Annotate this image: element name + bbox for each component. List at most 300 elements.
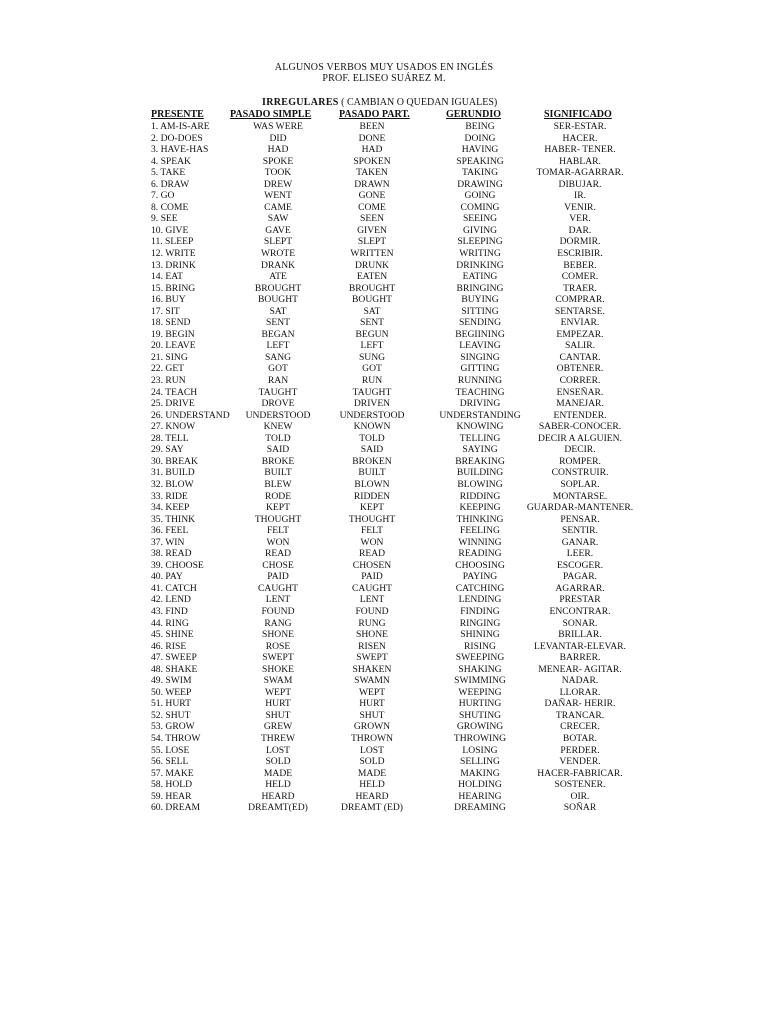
table-row: [0, 687, 768, 699]
cell-significado: SALIR.: [564, 340, 596, 352]
cell-significado: ESCOGER.: [556, 559, 604, 571]
cell-gerundio: GIVING: [462, 224, 498, 236]
cell-pasado-simple: SHOKE: [262, 663, 294, 675]
cell-significado: PRESTAR: [559, 594, 601, 606]
cell-presente: 8. COME: [151, 201, 189, 213]
cell-gerundio: BEING: [465, 121, 495, 132]
table-row: [0, 502, 768, 514]
cell-pasado-simple: GOT: [268, 363, 288, 375]
section-subtitle: [262, 97, 497, 108]
cell-pasado-participio: SHAKEN: [352, 663, 392, 675]
cell-pasado-participio: LOST: [360, 744, 384, 756]
cell-significado: GANAR.: [561, 536, 599, 548]
cell-gerundio: RISING: [464, 640, 496, 652]
cell-gerundio: HOLDING: [458, 779, 502, 791]
cell-significado: VENIR.: [564, 201, 596, 213]
cell-presente: 31. BUILD: [151, 467, 195, 479]
cell-gerundio: HAVING: [461, 144, 499, 156]
cell-presente: 19. BEGIN: [151, 328, 195, 340]
cell-gerundio: TEACHING: [455, 386, 505, 398]
cell-presente: 30. BREAK: [151, 455, 198, 467]
table-row: [0, 491, 768, 503]
cell-significado: DAR.: [568, 224, 592, 236]
cell-gerundio: LENDING: [458, 594, 502, 606]
cell-pasado-participio: LENT: [359, 594, 385, 606]
cell-pasado-participio: FOUND: [355, 605, 389, 617]
table-row: [0, 179, 768, 191]
cell-pasado-participio: SENT: [360, 317, 384, 329]
cell-significado: SOPLAR.: [560, 478, 600, 490]
table-row: [0, 583, 768, 595]
cell-pasado-participio: READ: [358, 548, 386, 560]
cell-pasado-participio: BROKEN: [352, 455, 392, 467]
cell-gerundio: CHOOSING: [455, 559, 505, 571]
cell-pasado-participio: BLOWN: [354, 478, 390, 490]
cell-gerundio: RINGING: [459, 617, 501, 629]
column-header-gerundio: GERUNDIO: [446, 109, 502, 120]
table-row: [0, 433, 768, 445]
cell-pasado-simple: SAID: [266, 444, 290, 456]
cell-pasado-simple: ROSE: [265, 640, 291, 652]
table-row: [0, 641, 768, 653]
cell-pasado-participio: RUNG: [358, 617, 386, 629]
cell-pasado-simple: LOST: [266, 744, 290, 756]
table-row: [0, 294, 768, 306]
cell-pasado-simple: BROKE: [261, 455, 295, 467]
cell-pasado-simple: SENT: [266, 317, 290, 329]
cell-pasado-participio: SPOKEN: [353, 155, 391, 167]
cell-pasado-simple: SPOKE: [262, 155, 294, 167]
cell-gerundio: HEARING: [458, 790, 502, 802]
cell-significado: HABER- TENER.: [544, 144, 616, 156]
cell-pasado-simple: SAW: [267, 213, 289, 225]
cell-presente: 52. SHUT: [151, 709, 191, 721]
cell-gerundio: SHAKING: [458, 663, 502, 675]
table-row: [0, 421, 768, 433]
cell-gerundio: SINGING: [460, 351, 500, 363]
cell-presente: 25. DRIVE: [151, 398, 195, 410]
document-title: ALGUNOS VERBOS MUY USADOS EN INGLÉS: [274, 62, 494, 73]
cell-gerundio: LOSING: [462, 744, 498, 756]
cell-pasado-participio: WEPT: [358, 686, 386, 698]
cell-significado: EMPEZAR.: [556, 328, 604, 340]
cell-significado: PERDER.: [560, 744, 600, 756]
cell-gerundio: WRITING: [459, 248, 501, 260]
cell-pasado-participio: HEARD: [355, 790, 389, 802]
cell-pasado-simple: CAME: [264, 201, 292, 213]
cell-presente: 11. SLEEP: [151, 236, 194, 248]
cell-gerundio: FEELING: [460, 525, 500, 537]
cell-pasado-simple: SAT: [269, 305, 287, 317]
cell-presente: 1. AM-IS-ARE: [151, 121, 210, 132]
cell-gerundio: TAKING: [462, 167, 498, 179]
cell-gerundio: DRAWING: [457, 178, 503, 190]
cell-pasado-simple: SOLD: [265, 756, 291, 768]
cell-pasado-simple: BROUGHT: [254, 282, 302, 294]
cell-presente: 13. DRINK: [151, 259, 196, 271]
cell-significado: DECIR.: [564, 444, 596, 456]
cell-gerundio: BUILDING: [456, 467, 504, 479]
table-row: [0, 444, 768, 456]
cell-pasado-simple: ATE: [269, 271, 287, 283]
cell-pasado-participio: HELD: [359, 779, 385, 791]
cell-significado: LEER.: [566, 548, 594, 560]
cell-significado: PENSAR.: [560, 513, 600, 525]
cell-significado: HABLAR.: [559, 155, 601, 167]
table-row: [0, 802, 768, 814]
cell-significado: SONAR.: [562, 617, 598, 629]
cell-presente: 14. EAT: [151, 271, 183, 283]
cell-pasado-participio: SAT: [363, 305, 381, 317]
cell-pasado-simple: FELT: [266, 525, 290, 537]
cell-pasado-simple: RAN: [267, 375, 289, 387]
table-row: [0, 548, 768, 560]
cell-significado: DORMIR.: [559, 236, 601, 248]
cell-gerundio: SPEAKING: [456, 155, 504, 167]
cell-pasado-participio: DONE: [358, 132, 386, 144]
cell-presente: 41. CATCH: [151, 582, 197, 594]
cell-significado: CRECER.: [560, 721, 600, 733]
cell-gerundio: BRINGING: [456, 282, 504, 294]
table-row: [0, 306, 768, 318]
table-row: [0, 467, 768, 479]
cell-pasado-participio: EATEN: [356, 271, 388, 283]
table-row: [0, 283, 768, 295]
cell-gerundio: SEEING: [462, 213, 498, 225]
cell-pasado-participio: DREAMT (ED): [341, 802, 403, 814]
cell-presente: 39. CHOOSE: [151, 559, 204, 571]
cell-presente: 53. GROW: [151, 721, 195, 733]
table-row: [0, 456, 768, 468]
cell-presente: 42. LEND: [151, 594, 191, 606]
cell-significado: DECIR A ALGUIEN.: [538, 432, 622, 444]
cell-pasado-participio: SOLD: [359, 756, 385, 768]
cell-gerundio: KNOWING: [456, 421, 504, 433]
cell-pasado-participio: GIVEN: [357, 224, 387, 236]
cell-significado: TRANCAR.: [555, 709, 605, 721]
table-row: [0, 756, 768, 768]
table-row: [0, 329, 768, 341]
cell-gerundio: SITTING: [461, 305, 499, 317]
cell-significado: IR.: [574, 190, 586, 202]
cell-pasado-participio: RISEN: [358, 640, 386, 652]
table-row: [0, 352, 768, 364]
cell-presente: 51. HURT: [151, 698, 191, 710]
cell-gerundio: WINNING: [458, 536, 502, 548]
cell-pasado-simple: WENT: [264, 190, 292, 202]
cell-pasado-participio: SHUT: [359, 709, 385, 721]
table-row: [0, 768, 768, 780]
cell-pasado-participio: CAUGHT: [352, 582, 392, 594]
table-row: [0, 213, 768, 225]
cell-presente: 48. SHAKE: [151, 663, 198, 675]
cell-presente: 4. SPEAK: [151, 155, 191, 167]
cell-significado: VER.: [569, 213, 591, 225]
table-row: [0, 594, 768, 606]
cell-presente: 23. RUN: [151, 375, 186, 387]
cell-presente: 33. RIDE: [151, 490, 188, 502]
cell-pasado-participio: LEFT: [360, 340, 384, 352]
cell-significado: HACER.: [562, 132, 598, 144]
cell-presente: 49. SWIM: [151, 675, 192, 687]
table-row: [0, 479, 768, 491]
cell-pasado-participio: GOT: [362, 363, 382, 375]
cell-gerundio: READING: [458, 548, 502, 560]
cell-gerundio: BREAKING: [455, 455, 505, 467]
table-row: [0, 410, 768, 422]
cell-significado: BEBER.: [563, 259, 597, 271]
cell-significado: SABER-CONOCER.: [538, 421, 622, 433]
cell-pasado-participio: THROWN: [350, 732, 394, 744]
cell-significado: LEVANTAR-ELEVAR.: [534, 640, 626, 652]
cell-pasado-simple: BUILT: [264, 467, 292, 479]
cell-gerundio: SENDING: [458, 317, 502, 329]
cell-pasado-simple: DREW: [263, 178, 293, 190]
table-row: [0, 202, 768, 214]
cell-significado: DIBUJAR.: [558, 178, 602, 190]
cell-pasado-simple: WAS WERE: [253, 121, 303, 132]
table-row: [0, 156, 768, 168]
cell-presente: 10. GIVE: [151, 224, 189, 236]
cell-gerundio: SWIMMING: [454, 675, 506, 687]
cell-pasado-participio: FELT: [360, 525, 384, 537]
cell-gerundio: THROWING: [453, 732, 507, 744]
column-header-significado: SIGNIFICADO: [544, 109, 612, 120]
table-row: [0, 248, 768, 260]
cell-presente: 28. TELL: [151, 432, 189, 444]
cell-gerundio: COMING: [460, 201, 500, 213]
cell-pasado-participio: DRAWN: [354, 178, 390, 190]
table-row: [0, 664, 768, 676]
cell-pasado-simple: SHUT: [265, 709, 291, 721]
cell-significado: ENTENDER.: [553, 409, 607, 421]
cell-pasado-simple: DID: [269, 132, 287, 144]
cell-significado: LLORAR.: [559, 686, 601, 698]
cell-pasado-simple: KNEW: [263, 421, 293, 433]
cell-pasado-simple: KEPT: [266, 502, 290, 514]
cell-significado: ROMPER.: [559, 455, 601, 467]
cell-significado: SENTARSE.: [554, 305, 606, 317]
table-row: [0, 133, 768, 145]
cell-significado: MENEAR- AGITAR.: [538, 663, 622, 675]
cell-gerundio: TELLING: [459, 432, 501, 444]
cell-pasado-participio: BOUGHT: [352, 294, 392, 306]
cell-presente: 44. RING: [151, 617, 189, 629]
cell-significado: ENVIAR.: [560, 317, 600, 329]
cell-presente: 50. WEEP: [151, 686, 192, 698]
cell-presente: 57. MAKE: [151, 767, 194, 779]
cell-presente: 22. GET: [151, 363, 185, 375]
cell-pasado-simple: HEARD: [261, 790, 295, 802]
cell-pasado-participio: BUILT: [358, 467, 386, 479]
cell-significado: COMER.: [561, 271, 599, 283]
verb-table: [0, 121, 768, 814]
cell-presente: 15. BRING: [151, 282, 196, 294]
cell-pasado-participio: DRUNK: [354, 259, 390, 271]
table-row: [0, 317, 768, 329]
table-row: [0, 779, 768, 791]
table-row: [0, 675, 768, 687]
table-row: [0, 537, 768, 549]
table-row: [0, 721, 768, 733]
cell-gerundio: SLEEPING: [457, 236, 503, 248]
cell-significado: SENTIR.: [562, 525, 598, 537]
cell-presente: 36. FEEL: [151, 525, 189, 537]
cell-pasado-participio: SAID: [360, 444, 384, 456]
cell-significado: BARRER.: [559, 652, 601, 664]
cell-significado: ESCRIBIR.: [557, 248, 603, 260]
cell-presente: 21. SING: [151, 351, 188, 363]
table-row: [0, 618, 768, 630]
table-row: [0, 606, 768, 618]
cell-pasado-simple: DROVE: [261, 398, 295, 410]
table-row: [0, 225, 768, 237]
cell-pasado-participio: SHONE: [356, 629, 388, 641]
cell-significado: VENDER.: [559, 756, 601, 768]
cell-pasado-simple: DREAMT(ED): [248, 802, 308, 814]
cell-pasado-participio: CHOSEN: [352, 559, 392, 571]
cell-gerundio: SWEEPING: [455, 652, 505, 664]
cell-presente: 2. DO-DOES: [151, 132, 203, 144]
cell-gerundio: LEAVING: [459, 340, 501, 352]
cell-gerundio: DREAMING: [454, 802, 506, 814]
cell-presente: 27. KNOW: [151, 421, 196, 433]
cell-presente: 5. TAKE: [151, 167, 186, 179]
cell-pasado-simple: THOUGHT: [254, 513, 302, 525]
table-row: [0, 363, 768, 375]
cell-gerundio: HURTING: [458, 698, 502, 710]
cell-pasado-simple: SLEPT: [263, 236, 293, 248]
cell-pasado-participio: WRITTEN: [350, 248, 394, 260]
cell-pasado-participio: DRIVEN: [353, 398, 391, 410]
cell-gerundio: WEEPING: [458, 686, 502, 698]
table-row: [0, 375, 768, 387]
table-row: [0, 652, 768, 664]
cell-pasado-simple: TOOK: [264, 167, 292, 179]
cell-gerundio: SAYING: [462, 444, 498, 456]
column-header-presente: PRESENTE: [151, 109, 204, 120]
cell-presente: 40. PAY: [151, 571, 183, 583]
cell-pasado-simple: SWAM: [263, 675, 293, 687]
cell-significado: TRAER.: [563, 282, 597, 294]
cell-pasado-participio: PAID: [361, 571, 383, 583]
cell-pasado-simple: CHOSE: [262, 559, 294, 571]
cell-presente: 3. HAVE-HAS: [151, 144, 209, 156]
cell-presente: 35. THINK: [151, 513, 196, 525]
cell-gerundio: GOING: [464, 190, 496, 202]
cell-pasado-participio: KNOWN: [353, 421, 391, 433]
column-header-pasado-participio: PASADO PART.: [339, 109, 410, 120]
cell-pasado-simple: TOLD: [265, 432, 291, 444]
cell-significado: CORRER.: [559, 375, 601, 387]
cell-significado: BRILLAR.: [558, 629, 602, 641]
cell-pasado-participio: HAD: [361, 144, 383, 156]
cell-significado: GUARDAR-MANTENER.: [526, 502, 634, 514]
table-row: [0, 525, 768, 537]
cell-pasado-simple: BEGAN: [261, 328, 295, 340]
cell-significado: SER-ESTAR.: [553, 121, 607, 132]
cell-significado: MONTARSE.: [552, 490, 608, 502]
cell-pasado-participio: SEEN: [360, 213, 384, 225]
cell-pasado-simple: HAD: [267, 144, 289, 156]
cell-presente: 17. SIT: [151, 305, 180, 317]
cell-pasado-simple: LEFT: [266, 340, 290, 352]
table-row: [0, 571, 768, 583]
cell-pasado-simple: READ: [264, 548, 292, 560]
cell-significado: DAÑAR- HERIR.: [544, 698, 616, 710]
cell-presente: 46. RISE: [151, 640, 187, 652]
cell-pasado-participio: TAUGHT: [352, 386, 392, 398]
cell-significado: TOMAR-AGARRAR.: [536, 167, 624, 179]
cell-significado: OBTENER.: [556, 363, 604, 375]
cell-gerundio: SHINING: [460, 629, 500, 641]
cell-significado: HACER-FABRICAR.: [537, 767, 623, 779]
cell-pasado-participio: GONE: [358, 190, 386, 202]
cell-gerundio: DOING: [464, 132, 496, 144]
cell-presente: 12. WRITE: [151, 248, 196, 260]
cell-significado: ENCONTRAR.: [549, 605, 611, 617]
section-subtitle-bold: IRREGULARES: [262, 97, 339, 108]
cell-presente: 58. HOLD: [151, 779, 193, 791]
table-row: [0, 387, 768, 399]
cell-pasado-participio: SUNG: [358, 351, 386, 363]
cell-pasado-simple: WROTE: [260, 248, 296, 260]
cell-pasado-participio: UNDERSTOOD: [339, 409, 405, 421]
cell-pasado-simple: UNDERSTOOD: [245, 409, 311, 421]
cell-pasado-participio: THOUGHT: [348, 513, 396, 525]
cell-pasado-participio: COME: [358, 201, 386, 213]
table-row: [0, 560, 768, 572]
cell-pasado-simple: TAUGHT: [258, 386, 298, 398]
cell-pasado-simple: HURT: [265, 698, 291, 710]
cell-pasado-participio: HURT: [359, 698, 385, 710]
cell-pasado-simple: CAUGHT: [258, 582, 298, 594]
cell-significado: MANEJAR.: [556, 398, 604, 410]
cell-significado: BOTAR.: [562, 732, 598, 744]
cell-gerundio: RIDDING: [459, 490, 501, 502]
cell-presente: 6. DRAW: [151, 178, 190, 190]
cell-pasado-simple: DRANK: [260, 259, 296, 271]
cell-presente: 45. SHINE: [151, 629, 194, 641]
cell-pasado-participio: TOLD: [359, 432, 385, 444]
cell-significado: SOÑAR: [563, 802, 597, 814]
cell-pasado-simple: THREW: [260, 732, 296, 744]
cell-presente: 7. GO: [151, 190, 175, 202]
table-row: [0, 629, 768, 641]
cell-gerundio: SELLING: [460, 756, 500, 768]
table-row: [0, 167, 768, 179]
cell-pasado-simple: WON: [266, 536, 290, 548]
cell-presente: 54. THROW: [151, 732, 201, 744]
document-author: PROF. ELISEO SUÁREZ M.: [322, 73, 446, 84]
cell-pasado-participio: SLEPT: [357, 236, 387, 248]
cell-pasado-participio: SWEPT: [356, 652, 388, 664]
cell-presente: 20. LEAVE: [151, 340, 196, 352]
cell-pasado-simple: BLEW: [264, 478, 292, 490]
cell-pasado-participio: BEEN: [359, 121, 385, 132]
cell-gerundio: CATCHING: [455, 582, 505, 594]
table-row: [0, 236, 768, 248]
cell-presente: 26. UNDERSTAND: [151, 409, 230, 421]
cell-pasado-simple: BOUGHT: [258, 294, 298, 306]
cell-significado: SOSTENER.: [554, 779, 606, 791]
cell-significado: AGARRAR.: [555, 582, 605, 594]
cell-significado: NADAR.: [561, 675, 599, 687]
table-row: [0, 121, 768, 133]
cell-pasado-participio: MADE: [357, 767, 387, 779]
cell-gerundio: BLOWING: [457, 478, 503, 490]
cell-presente: 16. BUY: [151, 294, 186, 306]
